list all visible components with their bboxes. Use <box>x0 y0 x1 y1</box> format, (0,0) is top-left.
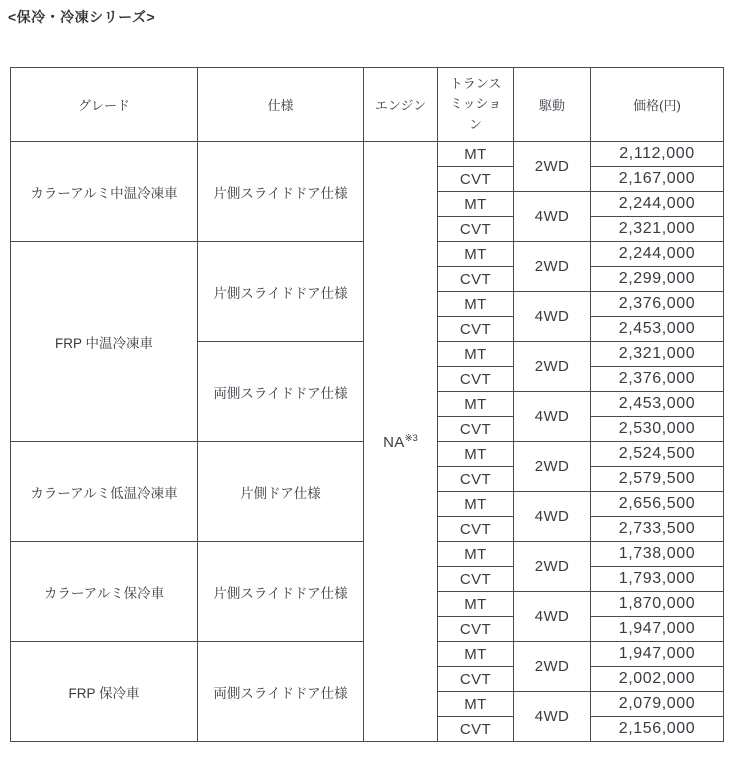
grade-cell: FRP 保冷車 <box>11 642 198 742</box>
spec-cell: 両側スライドドア仕様 <box>198 642 364 742</box>
header-spec: 仕様 <box>198 68 364 142</box>
price-cell: 2,376,000 <box>591 367 724 392</box>
engine-footnote: ※3 <box>404 432 418 444</box>
price-cell: 2,530,000 <box>591 417 724 442</box>
transmission-cell: CVT <box>438 517 514 542</box>
transmission-cell: CVT <box>438 317 514 342</box>
price-cell: 2,167,000 <box>591 167 724 192</box>
price-cell: 2,733,500 <box>591 517 724 542</box>
price-cell: 1,793,000 <box>591 567 724 592</box>
grade-cell: カラーアルミ中温冷凍車 <box>11 142 198 242</box>
transmission-cell: MT <box>438 342 514 367</box>
drive-cell: 2WD <box>514 642 591 692</box>
header-price: 価格(円) <box>591 68 724 142</box>
price-cell: 2,244,000 <box>591 242 724 267</box>
price-cell: 1,870,000 <box>591 592 724 617</box>
price-cell: 2,453,000 <box>591 392 724 417</box>
drive-cell: 2WD <box>514 442 591 492</box>
price-cell: 1,738,000 <box>591 542 724 567</box>
transmission-cell: CVT <box>438 717 514 742</box>
drive-cell: 4WD <box>514 192 591 242</box>
price-cell: 2,453,000 <box>591 317 724 342</box>
transmission-cell: CVT <box>438 167 514 192</box>
transmission-cell: CVT <box>438 467 514 492</box>
price-cell: 2,321,000 <box>591 217 724 242</box>
price-table <box>10 67 724 742</box>
transmission-cell: CVT <box>438 667 514 692</box>
price-cell: 1,947,000 <box>591 617 724 642</box>
drive-cell: 4WD <box>514 492 591 542</box>
transmission-cell: MT <box>438 692 514 717</box>
drive-cell: 4WD <box>514 292 591 342</box>
grade-cell: カラーアルミ低温冷凍車 <box>11 442 198 542</box>
transmission-cell: CVT <box>438 267 514 292</box>
table-row <box>11 142 724 167</box>
price-cell: 2,376,000 <box>591 292 724 317</box>
header-drive: 駆動 <box>514 68 591 142</box>
transmission-cell: CVT <box>438 567 514 592</box>
grade-cell: FRP 中温冷凍車 <box>11 242 198 442</box>
price-cell: 2,321,000 <box>591 342 724 367</box>
transmission-cell: MT <box>438 242 514 267</box>
price-cell: 2,002,000 <box>591 667 724 692</box>
drive-cell: 4WD <box>514 592 591 642</box>
spec-cell: 両側スライドドア仕様 <box>198 342 364 442</box>
spec-cell: 片側スライドドア仕様 <box>198 242 364 342</box>
drive-cell: 2WD <box>514 242 591 292</box>
transmission-cell: MT <box>438 292 514 317</box>
transmission-cell: MT <box>438 442 514 467</box>
engine-value: NA <box>383 433 405 451</box>
price-cell: 1,947,000 <box>591 642 724 667</box>
transmission-cell: MT <box>438 192 514 217</box>
price-cell: 2,112,000 <box>591 142 724 167</box>
drive-cell: 2WD <box>514 142 591 192</box>
transmission-cell: CVT <box>438 367 514 392</box>
header-engine: エンジン <box>364 68 438 142</box>
transmission-cell: CVT <box>438 617 514 642</box>
engine-cell <box>364 142 438 742</box>
header-row <box>11 68 724 142</box>
transmission-cell: MT <box>438 392 514 417</box>
spec-cell: 片側ドア仕様 <box>198 442 364 542</box>
drive-cell: 4WD <box>514 692 591 742</box>
transmission-cell: MT <box>438 642 514 667</box>
price-cell: 2,656,500 <box>591 492 724 517</box>
grade-cell: カラーアルミ保冷車 <box>11 542 198 642</box>
header-grade: グレード <box>11 68 198 142</box>
price-cell: 2,156,000 <box>591 717 724 742</box>
spec-cell: 片側スライドドア仕様 <box>198 142 364 242</box>
drive-cell: 4WD <box>514 392 591 442</box>
transmission-cell: CVT <box>438 217 514 242</box>
price-cell: 2,079,000 <box>591 692 724 717</box>
drive-cell: 2WD <box>514 542 591 592</box>
header-transmission: トランスミッション <box>438 68 514 142</box>
transmission-cell: MT <box>438 542 514 567</box>
page-title: <保冷・冷凍シリーズ> <box>8 9 156 25</box>
transmission-cell: MT <box>438 492 514 517</box>
spec-cell: 片側スライドドア仕様 <box>198 542 364 642</box>
price-cell: 2,244,000 <box>591 192 724 217</box>
transmission-cell: MT <box>438 592 514 617</box>
price-cell: 2,579,500 <box>591 467 724 492</box>
drive-cell: 2WD <box>514 342 591 392</box>
transmission-cell: CVT <box>438 417 514 442</box>
transmission-cell: MT <box>438 142 514 167</box>
price-cell: 2,524,500 <box>591 442 724 467</box>
price-cell: 2,299,000 <box>591 267 724 292</box>
